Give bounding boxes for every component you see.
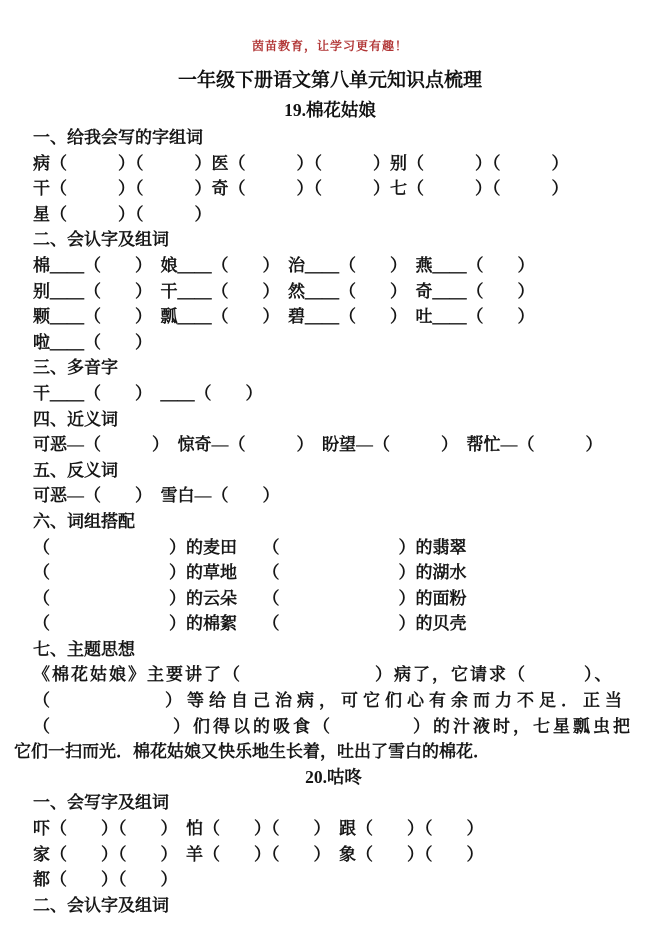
fill-blank-row: 都（ ）（ ） bbox=[33, 870, 178, 890]
fill-blank-row: 啦＿＿（ ） bbox=[33, 332, 152, 352]
lesson20-title: 20.咕咚 bbox=[305, 766, 362, 787]
worksheet-body bbox=[0, 122, 660, 918]
l20-sec1-heading: 一、会写字及组词 bbox=[33, 793, 169, 813]
theme-paragraph-line: 《棉花姑娘》主要讲了（ ）病了，它请求（ ）、 bbox=[33, 665, 614, 685]
fill-blank-row: （ ）的棉絮 （ ）的贝壳 bbox=[33, 614, 467, 634]
l20-sec2-heading: 二、会认字及组词 bbox=[33, 895, 169, 915]
l19-sec5-heading: 五、反义词 bbox=[33, 460, 118, 480]
fill-blank-row: 病（ ）（ ）医（ ）（ ）别（ ）（ ） bbox=[33, 153, 569, 173]
fill-blank-row: 吓（ ）（ ） 怕（ ）（ ） 跟（ ）（ ） bbox=[33, 819, 484, 839]
fill-blank-row: 棉＿＿（ ） 娘＿＿（ ） 治＿＿（ ） 燕＿＿（ ） bbox=[33, 255, 535, 275]
fill-blank-row: （ ）的草地 （ ）的湖水 bbox=[33, 563, 467, 583]
theme-paragraph-line: （ ）们得以的吸食（ ）的汁液时，七星瓢虫把 bbox=[33, 716, 633, 736]
fill-blank-row: 干＿＿（ ） ＿＿（ ） bbox=[33, 383, 263, 403]
document-title: 一年级下册语文第八单元知识点梳理 bbox=[177, 70, 482, 91]
l19-sec6-heading: 六、词组搭配 bbox=[33, 511, 135, 531]
l19-sec2-heading: 二、会认字及组词 bbox=[33, 230, 169, 250]
fill-blank-row: 星（ ）（ ） bbox=[33, 204, 212, 224]
fill-blank-row: 颗＿＿（ ） 瓢＿＿（ ） 碧＿＿（ ） 吐＿＿（ ） bbox=[33, 307, 535, 327]
fill-blank-row: （ ）的麦田 （ ）的翡翠 bbox=[33, 537, 467, 557]
fill-blank-row: 可恶—（ ） 惊奇—（ ） 盼望—（ ） 帮忙—（ ） bbox=[33, 435, 603, 455]
fill-blank-row: （ ）的云朵 （ ）的面粉 bbox=[33, 588, 467, 608]
l19-sec1-heading: 一、给我会写的字组词 bbox=[33, 128, 203, 147]
l19-sec4-heading: 四、近义词 bbox=[33, 409, 118, 429]
l19-sec7-heading: 七、主题思想 bbox=[33, 639, 135, 659]
l19-sec3-heading: 三、多音字 bbox=[33, 358, 118, 378]
lesson19-title: 19.棉花姑娘 bbox=[284, 100, 376, 120]
fill-blank-row: 家（ ）（ ） 羊（ ）（ ） 象（ ）（ ） bbox=[33, 844, 484, 864]
theme-paragraph-line: （ ）等给自己治病，可它们心有余而力不足．正当 bbox=[33, 691, 627, 711]
brand-slogan: 茵苗教育，让学习更有趣！ bbox=[251, 39, 408, 53]
fill-blank-row: 别＿＿（ ） 干＿＿（ ） 然＿＿（ ） 奇＿＿（ ） bbox=[33, 281, 535, 301]
fill-blank-row: 干（ ）（ ）奇（ ）（ ）七（ ）（ ） bbox=[33, 179, 569, 199]
fill-blank-row: 可恶—（ ） 雪白—（ ） bbox=[33, 486, 280, 506]
theme-paragraph-line: 它们一扫而光．棉花姑娘又快乐地生长着，吐出了雪白的棉花． bbox=[14, 742, 490, 762]
